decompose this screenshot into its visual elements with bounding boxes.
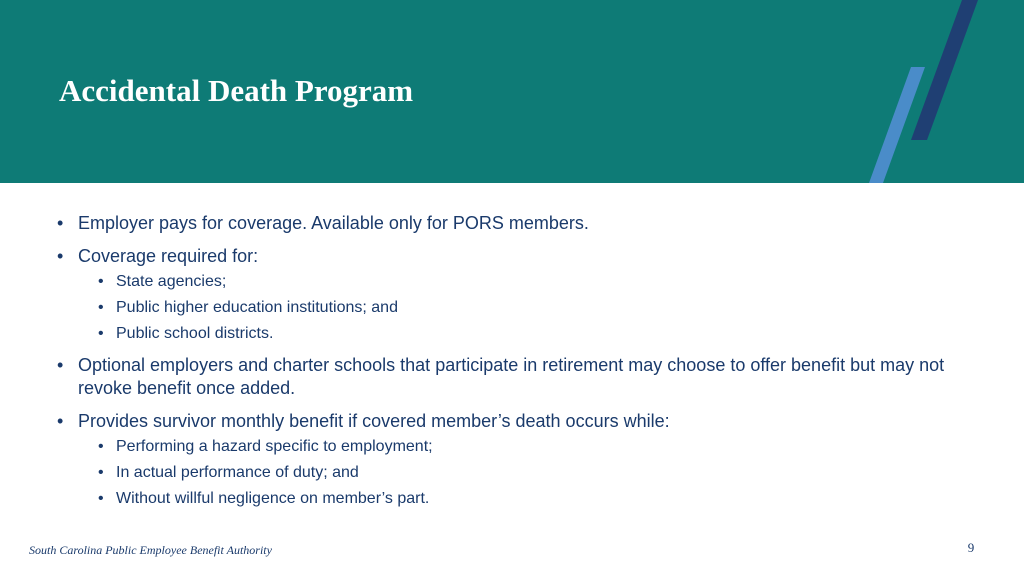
sub-bullet-hazard: • Performing a hazard specific to employment; (78, 437, 986, 457)
bullet-optional-employers (56, 354, 986, 400)
sub-bullet-list (78, 272, 986, 344)
sub-bullet-school-districts: • Public school districts. (78, 324, 986, 344)
bullet-list (56, 212, 986, 509)
sub-bullet-state-agencies: • State agencies; (78, 272, 986, 292)
bullet-text: Employer pays for coverage. Available only for PORS members. (78, 213, 589, 233)
page-number: 9 (967, 540, 975, 555)
footer-organization: South Carolina Public Employee Benefit Authority (29, 543, 272, 557)
bullet-text: Provides survivor monthly benefit if covered member’s death occurs while: (78, 411, 670, 431)
bullet-employer-pays (56, 212, 986, 235)
sub-bullet-list (78, 437, 986, 509)
sub-bullet-duty: • In actual performance of duty; and (78, 463, 986, 483)
slide-header (0, 0, 1024, 183)
bullet-coverage-required (56, 245, 986, 344)
slide-body (56, 212, 986, 519)
sub-bullet-higher-education: • Public higher education institutions; and (78, 298, 986, 318)
decorative-stripes (0, 0, 1024, 183)
bullet-text: Optional employers and charter schools that participate in retirement may choose to offer benefit but may not revoke benefit once added. (78, 355, 945, 398)
bullet-survivor-benefit (56, 410, 986, 509)
slide-title: Accidental Death Program (59, 73, 414, 108)
bullet-text: Coverage required for: (78, 246, 259, 266)
sub-bullet-negligence: • Without willful negligence on member’s part. (78, 489, 986, 509)
